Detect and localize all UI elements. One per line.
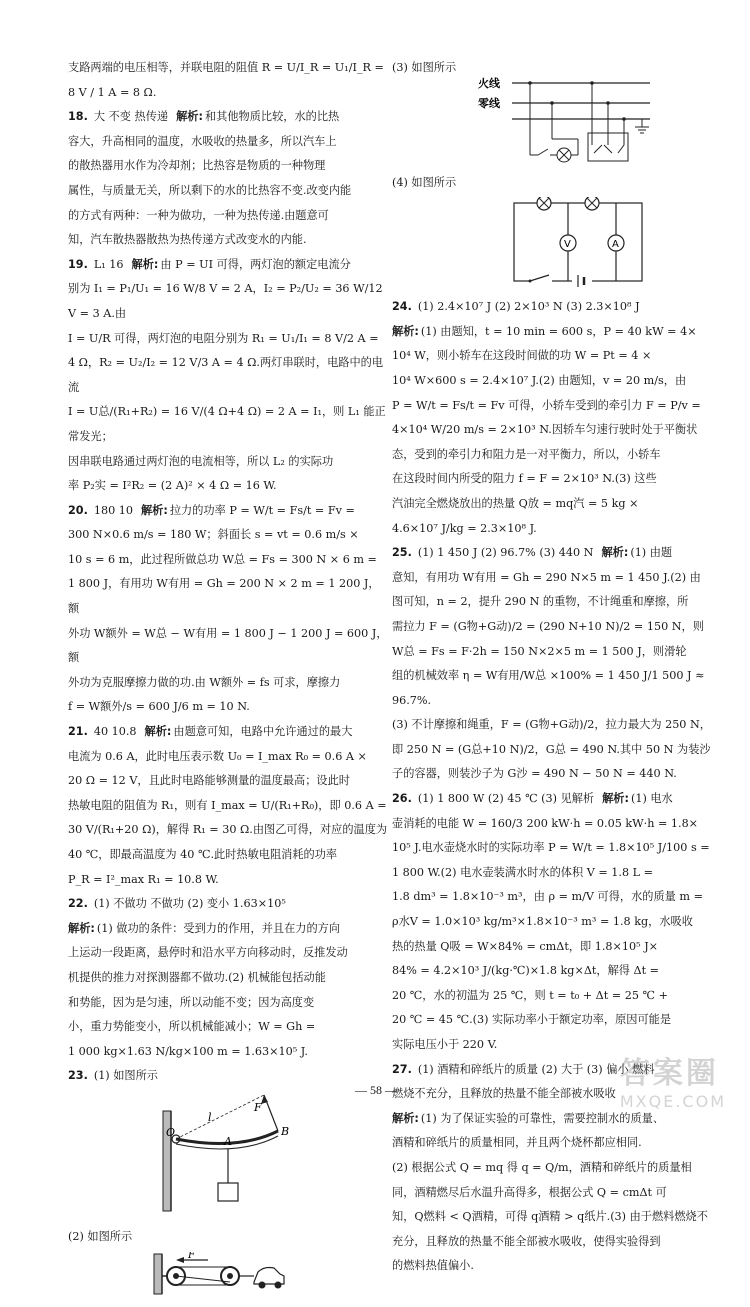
pulley-label-f: F: [188, 1251, 195, 1261]
q20-line-6: f = W额外/s = 600 J/6 m = 10 N.: [68, 700, 250, 714]
question-19: [68, 253, 390, 499]
question-23-cont: [392, 56, 720, 289]
q25-line-6: (3) 不计摩擦和绳重，F = (G物+G动)/2，拉力最大为 250 N，: [392, 718, 711, 732]
lever-label-b: B: [281, 1124, 290, 1138]
q21-line-2: 20 Ω = 12 V，且此时电路能够测量的温度最高；设此时: [68, 774, 350, 788]
q21-line-5: 40 ℃，即最高温度为 40 ℃.此时热敏电阻消耗的功率: [68, 848, 338, 861]
q24-line-7: 汽油完全燃烧放出的热量 Q放 = mq汽 = 5 kg ×: [392, 496, 639, 510]
q27-line-1: (1) 为了保证实验的可靠性，需要控制水的质量、: [420, 1111, 665, 1125]
q19-line-3: 4 Ω，R₂ = U₂/I₂ = 12 V/3 A = 4 Ω.两灯串联时，电路中的电流: [68, 356, 384, 394]
left-column: [68, 56, 390, 1304]
q18-number: 18.: [68, 110, 88, 124]
q24-line-6: 在这段时间内所受的阻力 f = F = 2×10³ N.(3) 这些: [392, 472, 657, 486]
q21-line-4: 30 V/(R₁+20 Ω)，解得 R₁ = 30 Ω.由图乙可得，对应的温度为: [68, 823, 388, 837]
q17-continuation: [68, 56, 390, 105]
q20-number: 20.: [68, 503, 88, 517]
q20-line-3: 1 800 J，有用功 W有用 = Gh = 200 N × 2 m = 1 200 J，额: [68, 577, 380, 616]
q23-part2: (2) 如图所示: [68, 1229, 133, 1243]
lever-label-f: F: [254, 1100, 262, 1114]
q19-line-4: I = U总/(R₁+R₂) = 16 V/(4 Ω+4 Ω) = 2 A = I₁，则 L₁ 能正常发光；: [68, 405, 386, 443]
question-26: [392, 787, 720, 1058]
page-number: — 58 —: [355, 1083, 397, 1097]
q26-line-5: ρ水V = 1.0×10³ kg/m³×1.8×10⁻³ m³ = 1.8 kg，水吸收: [392, 915, 693, 929]
q26-number: 26.: [392, 792, 412, 806]
q19-line-2: I = U/R 可得，两灯泡的电阻分别为 R₁ = U₁/I₁ = 8 V/2 A =: [68, 331, 379, 345]
q26-line-1: 壶消耗的电能 W = 160/3 200 kW·h = 0.05 kW·h = 1.8×: [392, 816, 699, 830]
q22-label: 解析:: [68, 921, 95, 935]
q24-label: 解析:: [392, 324, 419, 338]
lever-figure: [68, 1091, 390, 1219]
q22-answer: (1) 不做功 不做功 (2) 变小 1.63×10⁵: [93, 897, 286, 911]
q26-line-3: 1 800 W.(2) 电水壶装满水时水的体积 V = 1.8 L =: [392, 865, 653, 879]
q18-line-4: 的方式有两种：一种为做功，一种为热传递.由题意可: [68, 208, 329, 222]
q24-line-1: 10⁴ W，则小轿车在这段时间做的功 W = Pt = 4 ×: [392, 349, 652, 363]
q19-line-0: 由 P = UI 可得，两灯泡的额定电流分: [160, 257, 351, 271]
lever-label-a: A: [224, 1134, 232, 1148]
q21-label: 解析:: [144, 725, 172, 739]
q27-line-4: 同，酒精燃尽后水温升高得多，根据公式 Q = cmΔt 可: [392, 1185, 667, 1199]
q27-line-7: 的燃料热值偏小.: [392, 1259, 474, 1273]
q21-line-3: 热敏电阻的阻值为 R₁，则有 I_max = U/(R₁+R₀)，即 0.6 A =: [68, 798, 387, 812]
q26-line-0: (1) 电水: [630, 792, 673, 806]
question-22: [68, 892, 390, 1064]
q21-line-6: P_R = I²_max R₁ = 10.8 W.: [68, 872, 219, 886]
q22-line-4: 小，重力势能变小，所以机械能减小；W = Gh =: [68, 1020, 316, 1034]
q26-line-8: 20 ℃，水的初温为 25 ℃，则 t = t₀ + Δt = 25 ℃ +: [392, 988, 668, 1002]
q24-line-3: P = W/t = Fs/t = Fv 可得，小轿车受到的牵引力 F = P/v =: [392, 398, 701, 412]
q20-line-0: 拉力的功率 P = W/t = Fs/t = Fv =: [169, 503, 355, 517]
q25-answer: (1) 1 450 J (2) 96.7% (3) 440 N: [417, 546, 594, 560]
q19-answer: L₁ 16: [93, 257, 124, 271]
meter-circuit-diagram: [392, 197, 712, 289]
question-25: [392, 541, 720, 787]
q24-number: 24.: [392, 300, 412, 314]
q24-line-4: 4×10⁴ W/20 m/s = 2×10³ N.因轿车匀速行驶时处于平衡状: [392, 423, 698, 437]
q20-line-5: 外功为克服摩擦力做的功.由 W额外 = fs 可求，摩擦力: [68, 675, 341, 689]
q18-line-1: 容大，升高相同的温度，水吸收的热量多，所以汽车上: [68, 134, 337, 148]
q22-line-1: 上运动一段距离，悬停时和沿水平方向移动时，反推发动: [68, 946, 348, 960]
live-wire-label: 火线: [478, 76, 500, 90]
q25-number: 25.: [392, 546, 412, 560]
q25-line-4: W总 = Fs = F·2h = 150 N×2×5 m = 1 500 J，则滑轮: [392, 644, 687, 658]
q26-line-6: 热的热量 Q吸 = W×84% = cmΔt，即 1.8×10⁵ J×: [392, 939, 659, 953]
q21-line-0: 由题意可知，电路中允许通过的最大: [173, 725, 353, 739]
q25-line-8: 子的容器，则装沙子为 G沙 = 490 N − 50 N = 440 N.: [392, 767, 677, 781]
question-18: [68, 105, 390, 253]
q18-answer: 大 不变 热传递: [93, 110, 169, 124]
watermark-url: MXQE.COM: [619, 1092, 726, 1111]
q20-line-4: 外功 W额外 = W总 − W有用 = 1 800 J − 1 200 J = 600 J，额: [68, 626, 388, 665]
voltmeter-label: V: [564, 239, 571, 251]
q22-line-2: 机提供的推力对探测器都不做功.(2) 机械能包括动能: [68, 970, 326, 984]
q27-label: 解析:: [392, 1111, 419, 1125]
q21-line-1: 电流为 0.6 A，此时电压表示数 U₀ = I_max R₀ = 0.6 A ×: [68, 749, 367, 763]
ammeter-label: A: [612, 239, 619, 251]
q26-line-9: 20 ℃ = 45 ℃.(3) 实际功率小于额定功率，原因可能是: [392, 1013, 672, 1027]
q22-line-0: (1) 做功的条件：受到力的作用，并且在力的方向: [96, 921, 341, 935]
meter-circuit-figure: [392, 197, 720, 289]
lever-label-o: O: [166, 1125, 176, 1139]
q23-number: 23.: [68, 1069, 88, 1083]
q24-line-2: 10⁴ W×600 s = 2.4×10⁷ J.(2) 由题知，v = 20 m/s，由: [392, 373, 687, 387]
q19-label: 解析:: [131, 257, 159, 271]
q24-answer: (1) 2.4×10⁷ J (2) 2×10³ N (3) 2.3×10⁸ J: [417, 300, 640, 314]
q24-line-5: 态，受到的牵引力和阻力是一对平衡力，所以，小轿车: [392, 447, 661, 461]
lever-diagram: [68, 1091, 388, 1219]
household-circuit-diagram: [392, 75, 712, 165]
q26-line-10: 实际电压小于 220 V.: [392, 1038, 498, 1051]
question-24: [392, 295, 720, 541]
q19-line-5: 因串联电路通过两灯泡的电流相等，所以 L₂ 的实际功: [68, 454, 334, 468]
q20-line-1: 300 N×0.6 m/s = 180 W；斜面长 s = vt = 0.6 m/s ×: [68, 528, 359, 542]
q26-line-7: 84% = 4.2×10³ J/(kg·℃)×1.8 kg×Δt，解得 Δt =: [392, 964, 660, 978]
q18-line-2: 的散热器用水作为冷却剂；比热容是物质的一种物理: [68, 159, 326, 173]
q18-line-5: 知，汽车散热器散热为热传递方式改变水的内能.: [68, 233, 307, 247]
q20-line-2: 10 s = 6 m，此过程所做总功 W总 = Fs = 300 N × 6 m =: [68, 552, 377, 566]
q26-label: 解析:: [602, 792, 629, 806]
q19-line-6: 率 P₂实 = I²R₂ = (2 A)² × 4 Ω = 16 W.: [68, 479, 277, 493]
q21-answer: 40 10.8: [93, 725, 137, 739]
pulley-diagram: [68, 1252, 388, 1298]
q25-line-3: 需拉力 F = (G物+G动)/2 = (290 N+10 N)/2 = 150 N，则: [392, 619, 704, 633]
watermark-text: 答案圈: [619, 1056, 719, 1091]
q17-line-2: 8 V / 1 A = 8 Ω.: [68, 85, 157, 99]
q20-label: 解析:: [140, 503, 168, 517]
question-23: [68, 1064, 390, 1297]
watermark: [620, 1048, 726, 1111]
q20-answer: 180 10: [93, 503, 133, 517]
q26-answer: (1) 1 800 W (2) 45 ℃ (3) 见解析: [417, 792, 595, 806]
q18-label: 解析:: [176, 110, 203, 124]
q22-line-5: 1 000 kg×1.63 N/kg×100 m = 1.63×10⁵ J.: [68, 1044, 308, 1058]
q17-line-1: 支路两端的电压相等，并联电阻的阻值 R = U/I_R = U₁/I_R =: [68, 61, 384, 74]
pulley-figure: [68, 1252, 390, 1298]
q23-part4: (4) 如图所示: [392, 175, 457, 189]
q19-number: 19.: [68, 257, 88, 271]
question-20: [68, 499, 390, 720]
q21-number: 21.: [68, 725, 88, 739]
q27-number: 27.: [392, 1062, 412, 1076]
q26-line-2: 10⁵ J.电水壶烧水时的实际功率 P = W/t = 1.8×10⁵ J/100 s =: [392, 841, 710, 855]
q23-part1: (1) 如图所示: [93, 1069, 158, 1083]
q25-line-1: 意知，有用功 W有用 = Gh = 290 N×5 m = 1 450 J.(2) 由: [392, 570, 701, 584]
q18-line-0: 和其他物质比较，水的比热: [204, 110, 340, 124]
q22-number: 22.: [68, 897, 88, 911]
q22-line-3: 和势能，因为是匀速，所以动能不变；因为高度变: [68, 995, 315, 1009]
q27-line-5: 知，Q燃料 < Q酒精，可得 q酒精 > q纸片.(3) 由于燃料燃烧不: [392, 1210, 708, 1224]
lever-label-l: l: [208, 1110, 212, 1124]
q27-line-6: 充分，且释放的热量不能全部被水吸收，使得实验得到: [392, 1234, 661, 1248]
q25-line-0: (1) 由题: [630, 546, 673, 560]
q18-line-3: 属性，与质量无关，所以剩下的水的比热容不变.改变内能: [68, 183, 352, 197]
q25-line-2: 图可知，n = 2，提升 290 N 的重物，不计绳重和摩擦，所: [392, 595, 689, 609]
q24-line-0: (1) 由题知，t = 10 min = 600 s，P = 40 kW = 4×: [420, 324, 697, 338]
question-21: [68, 720, 390, 892]
q23-part3: (3) 如图所示: [392, 61, 457, 74]
household-circuit-figure: [392, 75, 720, 165]
q27-line-2: 酒精和碎纸片的质量相同，并且两个烧杯都应相同.: [392, 1136, 642, 1150]
q27-line-0: 燃烧不充分，且释放的热量不能全部被水吸收: [392, 1087, 616, 1101]
q25-line-7: 即 250 N = (G总+10 N)/2，G总 = 490 N.其中 50 N 为装沙: [392, 742, 711, 756]
q26-line-4: 1.8 dm³ = 1.8×10⁻³ m³，由 ρ = m/V 可得，水的质量 m =: [392, 890, 703, 904]
neutral-wire-label: 零线: [478, 96, 500, 110]
q27-line-3: (2) 根据公式 Q = mq 得 q = Q/m，酒精和碎纸片的质量相: [392, 1160, 692, 1174]
q24-line-8: 4.6×10⁷ J/kg = 2.3×10⁸ J.: [392, 521, 537, 535]
q25-label: 解析:: [601, 546, 629, 560]
q19-line-1: 别为 I₁ = P₁/U₁ = 16 W/8 V = 2 A，I₂ = P₂/U₂ = 36 W/12 V = 3 A.由: [68, 282, 383, 320]
q25-line-5: 组的机械效率 η = W有用/W总 ×100% = 1 450 J/1 500 J ≈ 96.7%.: [392, 669, 705, 707]
q27-answer: (1) 酒精和碎纸片的质量 (2) 大于 (3) 偏小 燃料: [417, 1062, 655, 1076]
